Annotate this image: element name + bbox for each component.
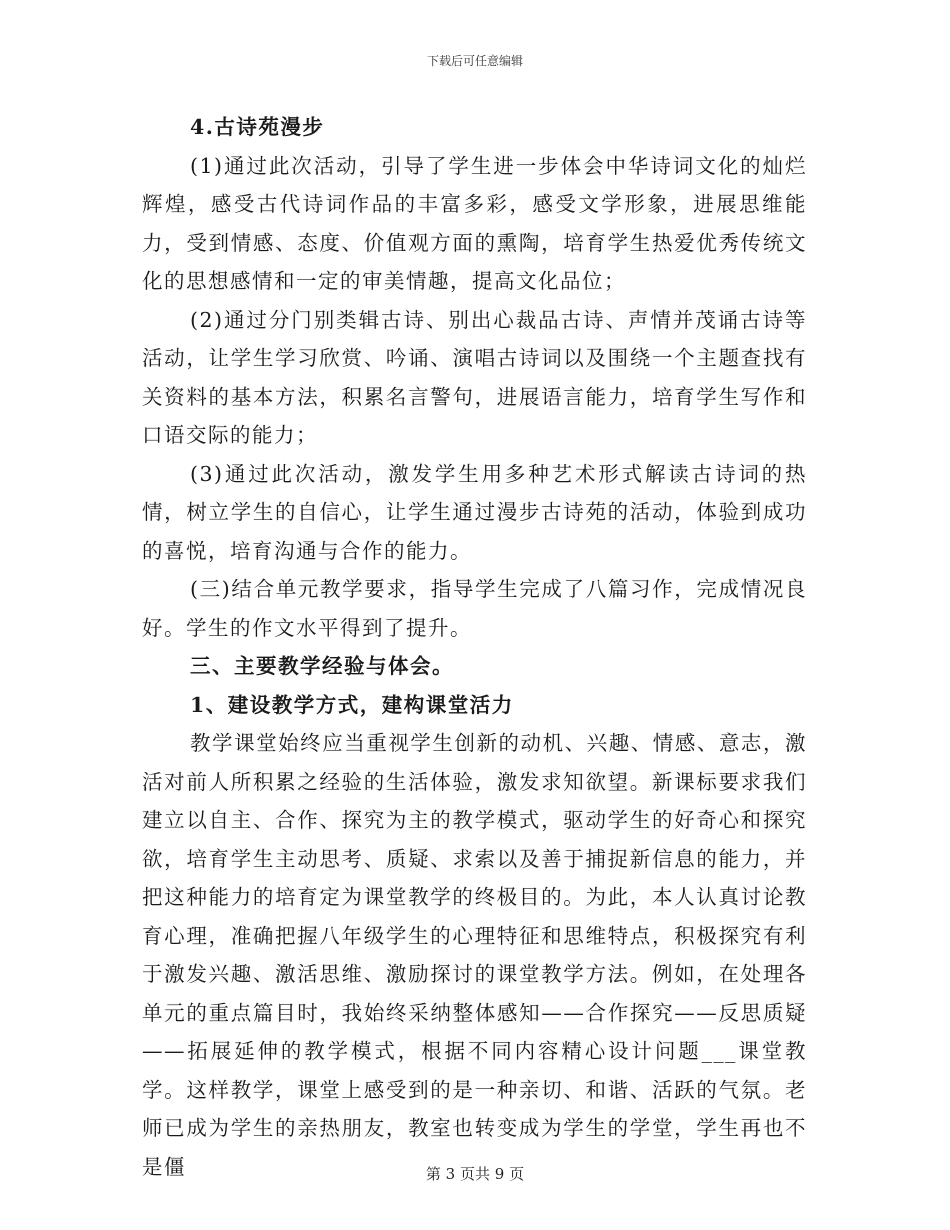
paragraph: (1)通过此次活动，引导了学生进一步体会中华诗词文化的灿烂辉煌，感受古代诗词作品的丰富多彩，感受文学形象，进展思维能力，受到情感、态度、价值观方面的熏陶，培育学生热爱优秀传统文化的思想感情和一定的审美情趣，提高文化品位； — [142, 153, 807, 293]
page-header: 下载后可任意编辑 — [426, 54, 523, 68]
paragraph: (3)通过此次活动，激发学生用多种艺术形式解读古诗词的热情，树立学生的自信心，让学生通过漫步古诗苑的活动，体验到成功的喜悦，培育沟通与合作的能力。 — [142, 461, 807, 563]
section-heading-teaching-experience: 三、主要教学经验与体会。 — [190, 654, 454, 678]
section-heading-ancient-poetry: 4.古诗苑漫步 — [190, 115, 325, 139]
paragraph: (2)通过分门别类辑古诗、别出心裁品古诗、声情并茂诵古诗等活动，让学生学习欣赏、吟诵、演唱古诗词以及围绕一个主题查找有关资料的基本方法，积累名言警句，进展语言能力，培育学生写作和口语交际的能力； — [142, 307, 807, 447]
document-body — [142, 108, 807, 1186]
page-number: 第 3 页共 9 页 — [425, 1165, 525, 1183]
paragraph: 教学课堂始终应当重视学生创新的动机、兴趣、情感、意志，激活对前人所积累之经验的生活体验，激发求知欲望。新课标要求我们建立以自主、合作、探究为主的教学模式，驱动学生的好奇心和探究欲，培育学生主动思考、质疑、求索以及善于捕捉新信息的能力，并把这种能力的培育定为课堂教学的终极目的。为此，本人认真讨论教育心理，准确把握八年级学生的心理特征和思维特点，积极探究有利于激发兴趣、激活思维、激励探讨的课堂教学方法。例如，在处理各单元的重点篇目时，我始终采纳整体感知——合作探究——反思质疑——拓展延伸的教学模式，根据不同内容精心设计问题___课堂教学。这样教学，课堂上感受到的是一种亲切、和谐、活跃的气氛。老师已成为学生的亲热朋友，教室也转变成为学生的学堂，学生再也不是僵 — [142, 731, 807, 1179]
paragraph: (三)结合单元教学要求，指导学生完成了八篇习作，完成情况良好。学生的作文水平得到了提升。 — [142, 577, 807, 640]
subsection-heading: 1、建设教学方式，建构课堂活力 — [190, 692, 514, 717]
